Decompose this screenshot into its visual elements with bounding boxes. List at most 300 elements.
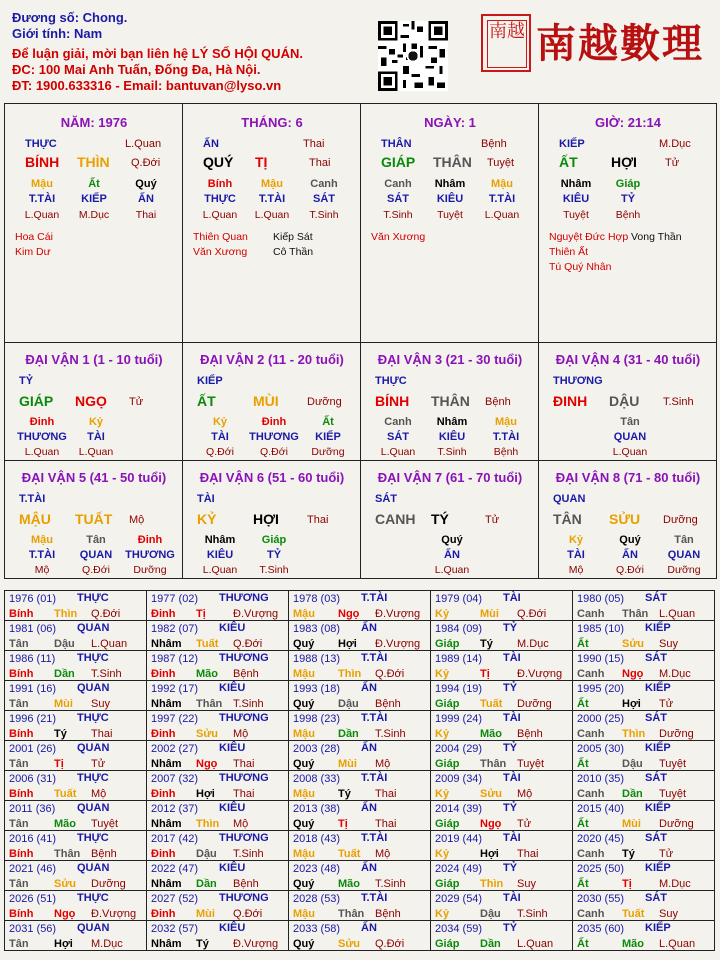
star-left: Kim Dư (15, 246, 51, 258)
year-cell (146, 650, 289, 681)
year-label: 1998 (23) (293, 713, 341, 725)
year-cell (430, 620, 573, 651)
year-god: TÀI (503, 652, 521, 664)
year-stem: Canh (577, 668, 605, 680)
year-branch: Ngọ (54, 908, 76, 920)
year-label: 2011 (36) (9, 803, 56, 815)
year-cell (288, 740, 431, 771)
year-stem: Đinh (151, 788, 176, 800)
year-stem: Nhâm (151, 698, 182, 710)
year-god: KIÊU (219, 742, 246, 754)
hidden-stem: Canh (310, 178, 338, 190)
year-label: 1981 (06) (9, 623, 57, 635)
year-label: 2025 (50) (577, 863, 625, 875)
year-god: T.TÀI (361, 832, 388, 844)
year-cell (572, 830, 715, 861)
year-label: 1989 (14) (435, 653, 483, 665)
year-stem: Canh (577, 908, 605, 920)
hidden-stem: Mậu (261, 178, 283, 190)
year-cell (572, 740, 715, 771)
year-stage: Dưỡng (659, 818, 694, 830)
year-label: 2003 (28) (293, 743, 341, 755)
year-stem: Nhâm (151, 758, 182, 770)
pillar-stem: QUÝ (203, 154, 234, 170)
year-stage: Thai (517, 848, 539, 860)
luck-god: THƯƠNG (553, 375, 603, 387)
luck-hidden-stage: Mộ (568, 564, 584, 576)
year-label: 1980 (05) (577, 593, 625, 605)
year-stage: Bệnh (517, 728, 543, 740)
year-cell (288, 770, 431, 801)
luck-hidden-god: THƯƠNG (125, 549, 175, 561)
pillar-branch: TỊ (255, 154, 268, 170)
year-cell (146, 800, 289, 831)
luck-branch: TUẤT (75, 511, 113, 527)
year-stage: Dưỡng (659, 728, 694, 740)
hidden-stage: Tuyệt (563, 209, 589, 221)
year-branch: Tý (338, 788, 351, 800)
year-stage: Tuyệt (91, 818, 119, 830)
year-stem: Giáp (435, 818, 460, 830)
year-branch: Hợi (480, 848, 499, 860)
year-label: 2015 (40) (577, 803, 625, 815)
year-stem: Bính (9, 668, 34, 680)
luck-hidden-stem: Nhâm (204, 534, 236, 546)
year-god: TÀI (503, 712, 521, 724)
pillar-branch-stage: Tử (665, 157, 680, 169)
year-god: T.TÀI (361, 712, 388, 724)
hidden-god: KIÊU (562, 193, 590, 205)
hidden-stage: L.Quan (254, 209, 290, 221)
year-stage: Thai (375, 818, 397, 830)
luck-hidden-stage: L.Quan (434, 564, 470, 576)
hidden-god: T.TÀI (258, 193, 286, 205)
luck-hidden-stage: Q.Đới (206, 446, 234, 458)
year-label: 1996 (21) (9, 713, 57, 725)
year-stem: Quý (293, 938, 315, 950)
luck-hidden-god: ẤN (444, 549, 460, 561)
year-label: 1994 (19) (435, 683, 483, 695)
year-cell (288, 620, 431, 651)
year-label: 2016 (41) (9, 833, 57, 845)
year-cell (572, 890, 715, 921)
year-stem: Giáp (435, 878, 460, 890)
hidden-stage: Thai (135, 209, 157, 221)
pillar-title: NGÀY: 1 (424, 115, 476, 130)
luck-pillar-7 (538, 460, 717, 579)
luck-hidden-stem: Quý (441, 534, 463, 546)
year-branch: Hợi (196, 788, 215, 800)
pillar-title: THÁNG: 6 (241, 115, 303, 130)
luck-stem: CANH (375, 511, 416, 527)
year-branch: Tuất (622, 908, 645, 920)
year-cell (288, 890, 431, 921)
year-cell (4, 590, 147, 621)
year-cell (288, 830, 431, 861)
year-branch: Sửu (196, 728, 219, 740)
year-label: 2007 (32) (151, 773, 199, 785)
year-stem: Tân (9, 638, 29, 650)
year-god: QUAN (77, 802, 110, 814)
hidden-stage: Bệnh (615, 209, 641, 221)
year-branch: Dần (196, 878, 217, 890)
year-label: 2022 (47) (151, 863, 199, 875)
year-god: THƯƠNG (219, 592, 269, 604)
year-label: 2021 (46) (9, 863, 57, 875)
year-stage: Đ.Vượng (375, 608, 421, 620)
year-label: 2033 (58) (293, 923, 341, 935)
year-branch: Thân (196, 698, 223, 710)
luck-hidden-stage: L.Quan (78, 446, 114, 458)
year-branch: Tuất (338, 848, 361, 860)
year-branch: Thìn (480, 878, 504, 890)
pillar-title: NĂM: 1976 (60, 115, 128, 130)
year-god: THƯƠNG (219, 652, 269, 664)
year-stage: Tử (91, 758, 106, 770)
year-stem: Mậu (293, 668, 315, 680)
year-stage: Tuyệt (659, 758, 687, 770)
year-stem: Canh (577, 848, 605, 860)
year-label: 1999 (24) (435, 713, 483, 725)
year-cell (146, 680, 289, 711)
year-stem: Mậu (293, 728, 315, 740)
luck-title: ĐẠI VẬN 3 (21 - 30 tuổi) (377, 352, 523, 367)
hidden-god: KIÊU (436, 193, 464, 205)
year-stem: Tân (9, 758, 29, 770)
year-branch: Sửu (480, 788, 503, 800)
year-branch: Sửu (54, 878, 77, 890)
luck-branch-stage: Tử (129, 396, 144, 408)
luck-pillar-1 (182, 342, 361, 461)
year-label: 2026 (51) (9, 893, 57, 905)
luck-title: ĐẠI VẬN 1 (1 - 10 tuổi) (25, 352, 163, 367)
year-cell (430, 740, 573, 771)
year-stem: Bính (9, 728, 34, 740)
luck-branch: SỬU (609, 511, 641, 527)
year-god: KIÊU (219, 802, 246, 814)
luck-stem: KỶ (197, 511, 217, 527)
hidden-stem: Giáp (615, 178, 641, 190)
luck-god: QUAN (553, 493, 586, 505)
year-branch: Ngọ (338, 608, 360, 620)
year-stage: M.Dục (91, 938, 123, 950)
luck-hidden-stem: Canh (384, 416, 412, 428)
year-stem: Nhâm (151, 818, 182, 830)
year-stage: T.Sinh (233, 698, 264, 710)
star-left: Thiên Quan (193, 231, 248, 243)
year-label: 1990 (15) (577, 653, 625, 665)
luck-hidden-god: THƯƠNG (17, 431, 67, 443)
hidden-god: T.TÀI (488, 193, 516, 205)
luck-hidden-god: KIẾP (315, 431, 341, 443)
year-stage: Thai (233, 788, 255, 800)
luck-pillar-3 (538, 342, 717, 461)
year-label: 1978 (03) (293, 593, 341, 605)
year-branch: Tị (338, 818, 348, 830)
year-cell (146, 890, 289, 921)
year-branch: Mão (196, 668, 218, 680)
year-branch: Dậu (54, 638, 75, 650)
luck-hidden-god: T.TÀI (28, 549, 56, 561)
year-god: ẤN (361, 742, 377, 754)
year-stem: Giáp (435, 698, 460, 710)
year-stem: Bính (9, 848, 34, 860)
year-stage: Tử (659, 848, 674, 860)
year-branch: Thìn (338, 668, 362, 680)
year-god: TÀI (503, 832, 521, 844)
luck-hidden-stem: Ất (322, 416, 334, 428)
year-stage: Đ.Vượng (91, 908, 137, 920)
luck-hidden-stage: L.Quan (380, 446, 416, 458)
year-god: KIẾP (645, 622, 671, 634)
year-label: 2023 (48) (293, 863, 341, 875)
year-branch: Dần (480, 938, 501, 950)
year-cell (4, 890, 147, 921)
luck-hidden-stage: L.Quan (202, 564, 238, 576)
year-branch: Tý (196, 938, 209, 950)
year-cell (146, 920, 289, 951)
year-stem: Ất (577, 818, 589, 830)
year-branch: Mão (338, 878, 360, 890)
contact-address: ĐC: 100 Mai Anh Tuấn, Đống Đa, Hà Nội. (12, 62, 261, 77)
year-branch: Thìn (196, 818, 220, 830)
luck-hidden-stem: Kỷ (212, 416, 228, 428)
year-label: 1988 (13) (293, 653, 341, 665)
luck-branch-stage: T.Sinh (663, 396, 694, 408)
year-god: SÁT (645, 712, 667, 724)
year-stage: L.Quan (659, 608, 696, 620)
year-label: 2002 (27) (151, 743, 199, 755)
star-left: Văn Xương (193, 246, 248, 258)
hidden-stage: Tuyệt (437, 209, 463, 221)
year-label: 2008 (33) (293, 773, 341, 785)
owner-info (12, 10, 303, 94)
pillar-stem: ẤT (559, 154, 578, 170)
year-stem: Ất (577, 698, 589, 710)
hidden-stem: Bính (207, 178, 233, 190)
year-cell (288, 920, 431, 951)
year-stem: Quý (293, 758, 315, 770)
contact-invite: Để luận giải, mời bạn liên hệ LÝ SỐ HỘI QUÁN. (12, 46, 303, 61)
luck-pillar-5 (182, 460, 361, 579)
year-branch: Sửu (622, 638, 645, 650)
owner-name: Đương số: Chong. (12, 10, 128, 25)
luck-title: ĐẠI VẬN 6 (51 - 60 tuổi) (199, 470, 345, 485)
year-god: THƯƠNG (219, 892, 269, 904)
year-god: THƯƠNG (219, 712, 269, 724)
year-branch: Dậu (480, 908, 501, 920)
year-stage: Mộ (375, 758, 391, 770)
year-label: 2006 (31) (9, 773, 57, 785)
year-god: QUAN (77, 682, 110, 694)
year-cell (288, 650, 431, 681)
year-stem: Quý (293, 878, 315, 890)
year-label: 2035 (60) (577, 923, 625, 935)
qr-code (378, 21, 448, 91)
luck-title: ĐẠI VẬN 2 (11 - 20 tuổi) (200, 352, 344, 367)
luck-branch: MÙI (253, 393, 279, 409)
pillar-branch: HỢI (611, 154, 637, 170)
luck-hidden-stem: Giáp (261, 534, 287, 546)
luck-god: TÀI (197, 493, 215, 505)
year-god: KIÊU (219, 622, 246, 634)
year-stage: T.Sinh (517, 908, 548, 920)
year-stem: Mậu (293, 788, 315, 800)
owner-gender: Giới tính: Nam (12, 26, 103, 41)
luck-hidden-god: TÀI (87, 431, 105, 443)
year-cell (146, 710, 289, 741)
year-cell (572, 650, 715, 681)
year-god: TỶ (503, 862, 518, 874)
year-label: 1987 (12) (151, 653, 199, 665)
year-cell (146, 590, 289, 621)
luck-branch-stage: Dưỡng (663, 514, 698, 526)
luck-hidden-god: TÀI (211, 431, 229, 443)
year-cell (572, 680, 715, 711)
year-cell (572, 770, 715, 801)
year-label: 2010 (35) (577, 773, 625, 785)
year-god: SÁT (645, 592, 667, 604)
year-cell (288, 860, 431, 891)
year-cell (146, 860, 289, 891)
year-label: 2019 (44) (435, 833, 483, 845)
year-branch: Dậu (338, 698, 359, 710)
year-god: TÀI (503, 772, 521, 784)
year-stem: Canh (577, 788, 605, 800)
year-label: 1986 (11) (9, 653, 56, 665)
star-right: Kiếp Sát (273, 231, 313, 243)
year-label: 1977 (02) (151, 593, 199, 605)
year-branch: Dậu (196, 848, 217, 860)
year-god: THỰC (77, 832, 109, 844)
luck-hidden-stem: Đinh (261, 416, 287, 428)
year-cell (430, 680, 573, 711)
year-cell (572, 860, 715, 891)
hidden-god: ẤN (138, 193, 154, 205)
year-cell (572, 800, 715, 831)
year-god: KIÊU (219, 862, 246, 874)
year-stem: Kỷ (435, 848, 450, 860)
luck-branch-stage: Dưỡng (307, 396, 342, 408)
year-cell (430, 800, 573, 831)
year-stem: Tân (9, 818, 29, 830)
year-god: KIẾP (645, 682, 671, 694)
red-seal (481, 14, 531, 72)
year-cell (4, 830, 147, 861)
luck-hidden-stage: T.Sinh (437, 446, 467, 458)
luck-stem: GIÁP (19, 393, 54, 409)
year-cell (430, 650, 573, 681)
year-stage: Dưỡng (517, 698, 552, 710)
luck-hidden-stem: Tân (674, 534, 694, 546)
luck-hidden-god: KIÊU (206, 549, 234, 561)
hidden-stem: Nhâm (434, 178, 466, 190)
year-stem: Quý (293, 638, 315, 650)
luck-hidden-stage: Bệnh (493, 446, 519, 458)
year-label: 2000 (25) (577, 713, 625, 725)
year-stage: Q.Đới (375, 668, 405, 680)
hidden-god: KIẾP (81, 193, 107, 205)
luck-stem: TÂN (553, 511, 582, 527)
year-branch: Thìn (54, 608, 78, 620)
contact-phone-email: ĐT: 1900.633316 - Email: bantuvan@lyso.vn (12, 78, 282, 93)
year-stage: Bệnh (91, 848, 117, 860)
year-label: 2012 (37) (151, 803, 199, 815)
year-stem: Nhâm (151, 638, 182, 650)
luck-pillar-4 (4, 460, 183, 579)
year-stem: Giáp (435, 758, 460, 770)
year-stage: Dưỡng (91, 878, 126, 890)
year-stem: Đinh (151, 848, 176, 860)
year-branch: Dần (622, 788, 643, 800)
luck-branch-stage: Tử (485, 514, 500, 526)
star-right: Vong Thần (631, 231, 682, 243)
year-stage: Suy (659, 638, 678, 650)
year-stem: Đinh (151, 608, 176, 620)
year-stem: Canh (577, 728, 605, 740)
luck-hidden-stage: Mộ (34, 564, 50, 576)
year-branch: Ngọ (622, 668, 644, 680)
year-branch: Hợi (54, 938, 73, 950)
luck-branch: DẬU (609, 393, 640, 409)
year-label: 2014 (39) (435, 803, 483, 815)
year-branch: Tý (54, 728, 67, 740)
year-stem: Quý (293, 818, 315, 830)
year-label: 2005 (30) (577, 743, 625, 755)
luck-hidden-god: TỶ (266, 549, 282, 561)
hidden-stem: Quý (135, 178, 157, 190)
year-label: 2017 (42) (151, 833, 199, 845)
star-left: Văn Xương (371, 231, 426, 243)
year-branch: Hợi (622, 698, 641, 710)
year-stage: Q.Đới (233, 908, 263, 920)
year-cell (430, 710, 573, 741)
luck-stem: ĐINH (553, 393, 588, 409)
year-stage: Bệnh (375, 908, 401, 920)
luck-hidden-stage: Q.Đới (616, 564, 644, 576)
year-stage: Đ.Vượng (233, 938, 279, 950)
year-label: 1984 (09) (435, 623, 483, 635)
brand-title: 南越數理 (536, 20, 704, 67)
year-stage: Tuyệt (517, 758, 545, 770)
luck-hidden-stage: L.Quan (24, 446, 60, 458)
year-stage: Mộ (375, 848, 391, 860)
year-stage: T.Sinh (233, 848, 264, 860)
year-stage: M.Dục (659, 668, 691, 680)
year-god: THỰC (77, 772, 109, 784)
luck-hidden-stem: Tân (86, 534, 106, 546)
year-god: THỰC (77, 652, 109, 664)
year-cell (4, 740, 147, 771)
year-god: TÀI (503, 592, 521, 604)
year-cell (4, 620, 147, 651)
year-god: ẤN (361, 682, 377, 694)
luck-hidden-stage: Dưỡng (667, 564, 701, 576)
year-label: 2020 (45) (577, 833, 625, 845)
year-stage: M.Dục (659, 878, 691, 890)
year-branch: Tý (480, 638, 493, 650)
year-cell (572, 710, 715, 741)
year-branch: Mùi (196, 908, 215, 920)
year-stem: Ất (577, 878, 589, 890)
year-stage: L.Quan (659, 938, 696, 950)
year-branch: Tuất (196, 638, 219, 650)
year-stage: Q.Đới (233, 638, 263, 650)
year-stage: L.Quan (91, 638, 128, 650)
year-cell (146, 740, 289, 771)
year-branch: Thân (480, 758, 507, 770)
pillar-stage-top: Thai (303, 138, 325, 150)
